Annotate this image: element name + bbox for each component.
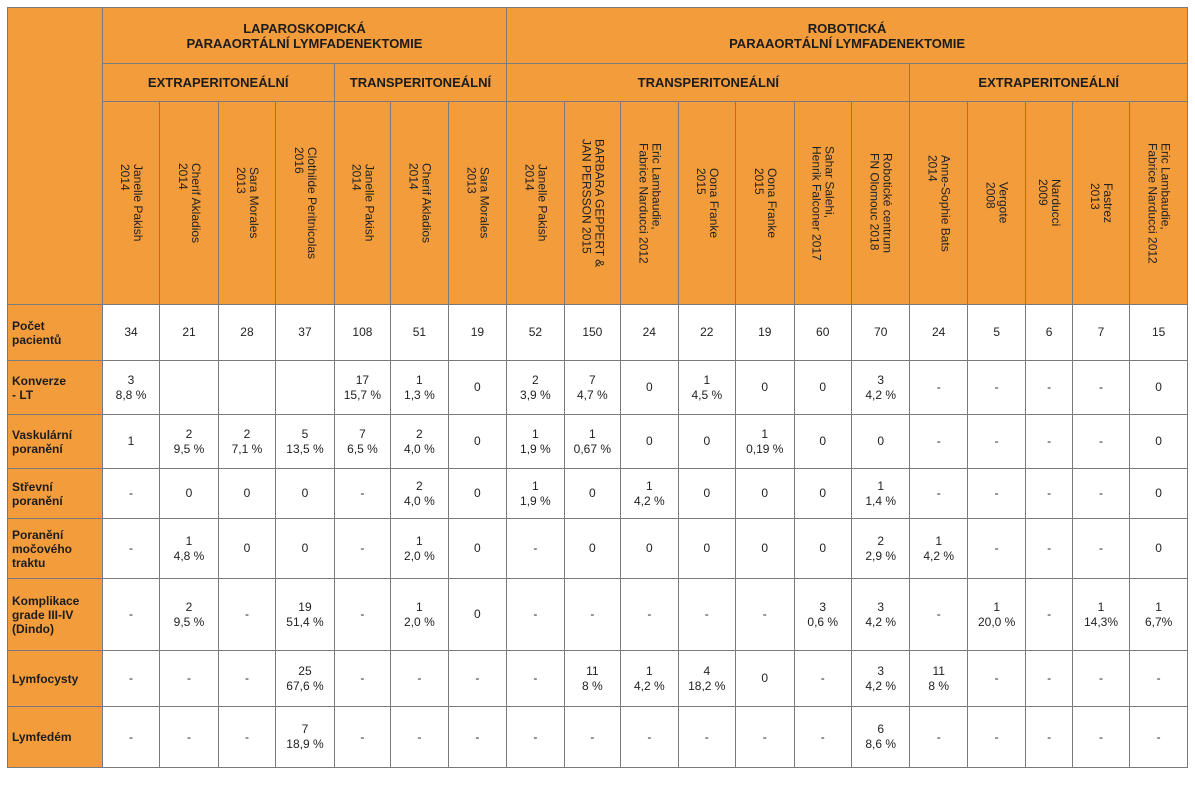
table-cell: - [102,469,159,519]
table-cell: - [218,651,275,707]
table-cell: 1 14,3% [1072,579,1129,651]
table-cell: - [967,707,1025,768]
column-header-label: Janelle Pakish 2014 [118,164,146,242]
table-cell: - [334,651,390,707]
table-cell: 60 [794,305,851,361]
column-header [334,102,390,305]
table-cell: 52 [507,305,564,361]
table-cell: 28 [218,305,275,361]
table-cell: - [910,579,967,651]
table-cell: - [910,707,967,768]
column-header-label: Eric Lambaudie, Fabrice Narducci 2012 [636,142,664,264]
table-cell: 0 [1130,415,1188,469]
table-cell: 1 2,0 % [391,579,448,651]
table-cell: 15 [1130,305,1188,361]
table-cell: 3 8,8 % [102,361,159,415]
table-cell: - [1072,707,1129,768]
table-cell: 0 [621,361,678,415]
table-cell: 1 20,0 % [967,579,1025,651]
column-header-label: Vergote 2008 [983,182,1011,224]
column-header [160,102,218,305]
table-cell: 108 [334,305,390,361]
row-label: Střevní poranění [8,469,103,519]
table-cell: - [1026,519,1072,579]
table-cell [276,361,334,415]
table-cell: 0 [678,519,735,579]
column-header-label: Oona Franke 2015 [693,167,721,239]
table-cell: 0 [794,415,851,469]
column-header [391,102,448,305]
table-row [8,415,1188,469]
column-header-label: Robotické centrum FN Olomouc 2018 [867,152,895,254]
table-row [8,579,1188,651]
column-header-label: BARBARA GEPPERT & JAN PERSSON 2015 [579,138,607,268]
table-cell: 25 67,6 % [276,651,334,707]
table-cell: - [564,579,620,651]
subheader-lap-extraperitonealni: EXTRAPERITONEÁLNÍ [102,64,334,102]
table-cell: 19 [736,305,794,361]
table-cell: - [507,519,564,579]
column-header [507,102,564,305]
subheader-rob-extraperitonealni: EXTRAPERITONEÁLNÍ [910,64,1188,102]
table-cell: 7 18,9 % [276,707,334,768]
table-row [8,361,1188,415]
table-cell: 11 8 % [564,651,620,707]
table-cell: - [102,651,159,707]
table-cell: 2 2,9 % [851,519,909,579]
table-cell: - [678,707,735,768]
column-header [910,102,967,305]
table-cell: 1 1,3 % [391,361,448,415]
table-cell: 0 [851,415,909,469]
table-cell: - [102,579,159,651]
group-header-laparoskopicka [102,8,506,64]
column-header-label: Cherif Akladios 2014 [406,162,434,244]
table-cell: 0 [736,361,794,415]
table-cell: - [621,707,678,768]
table-cell: - [967,651,1025,707]
table-cell: 0 [448,361,507,415]
column-header [794,102,851,305]
table-cell: - [1072,519,1129,579]
table-cell: 0 [794,469,851,519]
group-header-label: ROBOTICKÁ PARAAORTÁLNÍ LYMFADENEKTOMIE [729,20,966,51]
table-cell: - [218,707,275,768]
table-cell: - [448,651,507,707]
table-cell: 0 [276,469,334,519]
table-cell: - [736,707,794,768]
table-cell: - [334,469,390,519]
table-cell: - [1026,361,1072,415]
table-cell: 0 [736,469,794,519]
table-row [8,305,1188,361]
column-header [851,102,909,305]
row-label: Poranění močového traktu [8,519,103,579]
table-cell: 2 9,5 % [160,415,218,469]
table-cell: 0 [448,469,507,519]
table-cell: 37 [276,305,334,361]
table-cell: - [334,707,390,768]
table-cell: 2 7,1 % [218,415,275,469]
column-header [1026,102,1072,305]
row-label: Počet pacientů [8,305,103,361]
row-label: Konverze - LT [8,361,103,415]
table-cell: - [678,579,735,651]
table-cell: - [1072,651,1129,707]
table-cell: - [160,651,218,707]
table-cell: - [910,361,967,415]
table-cell: 0 [448,579,507,651]
column-header [448,102,507,305]
table-cell: 19 [448,305,507,361]
table-cell: 0 [1130,469,1188,519]
table-cell: 0 [736,651,794,707]
table-cell: - [967,415,1025,469]
table-cell: 1 2,0 % [391,519,448,579]
table-cell: - [160,707,218,768]
column-header-label: Janelle Pakish 2014 [522,164,550,242]
results-table [7,7,1188,768]
table-cell: - [334,519,390,579]
table-cell: - [507,579,564,651]
table-row [8,707,1188,768]
column-header [218,102,275,305]
table-cell: 1 1,4 % [851,469,909,519]
column-header [678,102,735,305]
column-header [276,102,334,305]
table-cell: - [621,579,678,651]
table-cell: 0 [448,519,507,579]
table-cell: - [1026,707,1072,768]
table-cell: 1 0,19 % [736,415,794,469]
table-cell: - [794,707,851,768]
table-cell: 1 [102,415,159,469]
table-cell: - [794,651,851,707]
table-cell: 6 [1026,305,1072,361]
table-cell: - [507,651,564,707]
column-header [621,102,678,305]
table-cell: - [102,707,159,768]
table-cell: 0 [448,415,507,469]
column-header [1072,102,1129,305]
table-cell: 150 [564,305,620,361]
table-cell [160,361,218,415]
table-cell: 7 6,5 % [334,415,390,469]
column-header [736,102,794,305]
table-cell: 5 13,5 % [276,415,334,469]
table-cell: 70 [851,305,909,361]
column-header-label: Sara Morales 2013 [233,167,261,239]
table-cell: 0 [218,469,275,519]
column-header-label: Narducci 2009 [1036,179,1064,227]
table-cell: 1 4,2 % [621,469,678,519]
table-cell: 24 [910,305,967,361]
table-cell: 0 [621,415,678,469]
table-cell: - [1072,361,1129,415]
table-cell: 2 3,9 % [507,361,564,415]
table-cell: 0 [621,519,678,579]
table-cell: - [391,651,448,707]
table-cell: - [391,707,448,768]
table-cell: - [1026,651,1072,707]
table-cell: 22 [678,305,735,361]
table-cell: - [448,707,507,768]
corner-cell [8,8,103,305]
table-cell: 7 4,7 % [564,361,620,415]
table-cell: 0 [1130,361,1188,415]
table-cell: 3 0,6 % [794,579,851,651]
table-cell: - [1130,651,1188,707]
table-cell: 2 4,0 % [391,415,448,469]
table-cell: 1 4,5 % [678,361,735,415]
column-header-label: Janelle Pakish 2014 [349,164,377,242]
table-cell: - [1026,469,1072,519]
table-cell: 21 [160,305,218,361]
column-header [102,102,159,305]
table-cell: 3 4,2 % [851,651,909,707]
table-cell [218,361,275,415]
column-header-label: Cherif Akladios 2014 [175,162,203,244]
table-cell: 2 4,0 % [391,469,448,519]
table-cell: 1 4,8 % [160,519,218,579]
table-cell: 0 [564,469,620,519]
table-cell: 34 [102,305,159,361]
table-row [8,519,1188,579]
table-cell: 3 4,2 % [851,579,909,651]
table-cell: - [1130,707,1188,768]
table-cell: 6 8,6 % [851,707,909,768]
table-cell: - [218,579,275,651]
column-header-label: Anne-Sophie Bats 2014 [925,154,953,252]
table-cell: - [564,707,620,768]
table-cell: 1 1,9 % [507,469,564,519]
table-cell: - [1026,579,1072,651]
table-cell: 24 [621,305,678,361]
table-cell: 17 15,7 % [334,361,390,415]
table-cell: 1 1,9 % [507,415,564,469]
table-cell: 0 [218,519,275,579]
table-cell: - [1072,469,1129,519]
table-cell: 11 8 % [910,651,967,707]
table-cell: 1 0,67 % [564,415,620,469]
table-cell: 1 6,7% [1130,579,1188,651]
table-cell: 0 [1130,519,1188,579]
table-cell: - [102,519,159,579]
table-cell: 1 4,2 % [621,651,678,707]
table-row [8,651,1188,707]
table-cell: 0 [276,519,334,579]
table-cell: 5 [967,305,1025,361]
table-cell: 0 [678,469,735,519]
table-cell: - [1072,415,1129,469]
column-header-label: Fastrez 2013 [1088,182,1116,223]
table-cell: - [967,469,1025,519]
column-header-label: Clothilde Peritnicolas 2016 [291,146,319,260]
column-header-label: Sara Morales 2013 [464,167,492,239]
table-cell: - [507,707,564,768]
table-cell: 2 9,5 % [160,579,218,651]
column-header-label: Oona Franke 2015 [751,167,779,239]
table-cell: 0 [564,519,620,579]
table-cell: - [910,469,967,519]
table-cell: - [334,579,390,651]
table-cell: 0 [794,519,851,579]
group-header-roboticka [507,8,1188,64]
table-cell: 19 51,4 % [276,579,334,651]
column-header [967,102,1025,305]
table-cell: 51 [391,305,448,361]
column-header [564,102,620,305]
table-cell: 0 [794,361,851,415]
table-cell: 3 4,2 % [851,361,909,415]
row-label: Lymfocysty [8,651,103,707]
table-cell: - [736,579,794,651]
row-label: Komplikace grade III-IV (Dindo) [8,579,103,651]
group-header-label: LAPAROSKOPICKÁ PARAAORTÁLNÍ LYMFADENEKTOMIE [186,20,423,51]
column-header [1130,102,1188,305]
table-cell: - [967,361,1025,415]
table-cell: - [967,519,1025,579]
table-cell: 7 [1072,305,1129,361]
subheader-lap-transperitonealni: TRANSPERITONEÁLNÍ [334,64,506,102]
table-cell: 0 [736,519,794,579]
column-header-label: Sahar Salehi, Henrik Falconer 2017 [809,145,837,261]
column-header-label: Eric Lambaudie, Fabrice Narducci 2012 [1145,142,1173,264]
subheader-rob-transperitonealni: TRANSPERITONEÁLNÍ [507,64,910,102]
row-label: Vaskulární poranění [8,415,103,469]
table-row [8,469,1188,519]
table-cell: - [1026,415,1072,469]
table-cell: - [910,415,967,469]
row-label: Lymfedém [8,707,103,768]
table-cell: 0 [678,415,735,469]
table-cell: 0 [160,469,218,519]
table-cell: 4 18,2 % [678,651,735,707]
table-cell: 1 4,2 % [910,519,967,579]
